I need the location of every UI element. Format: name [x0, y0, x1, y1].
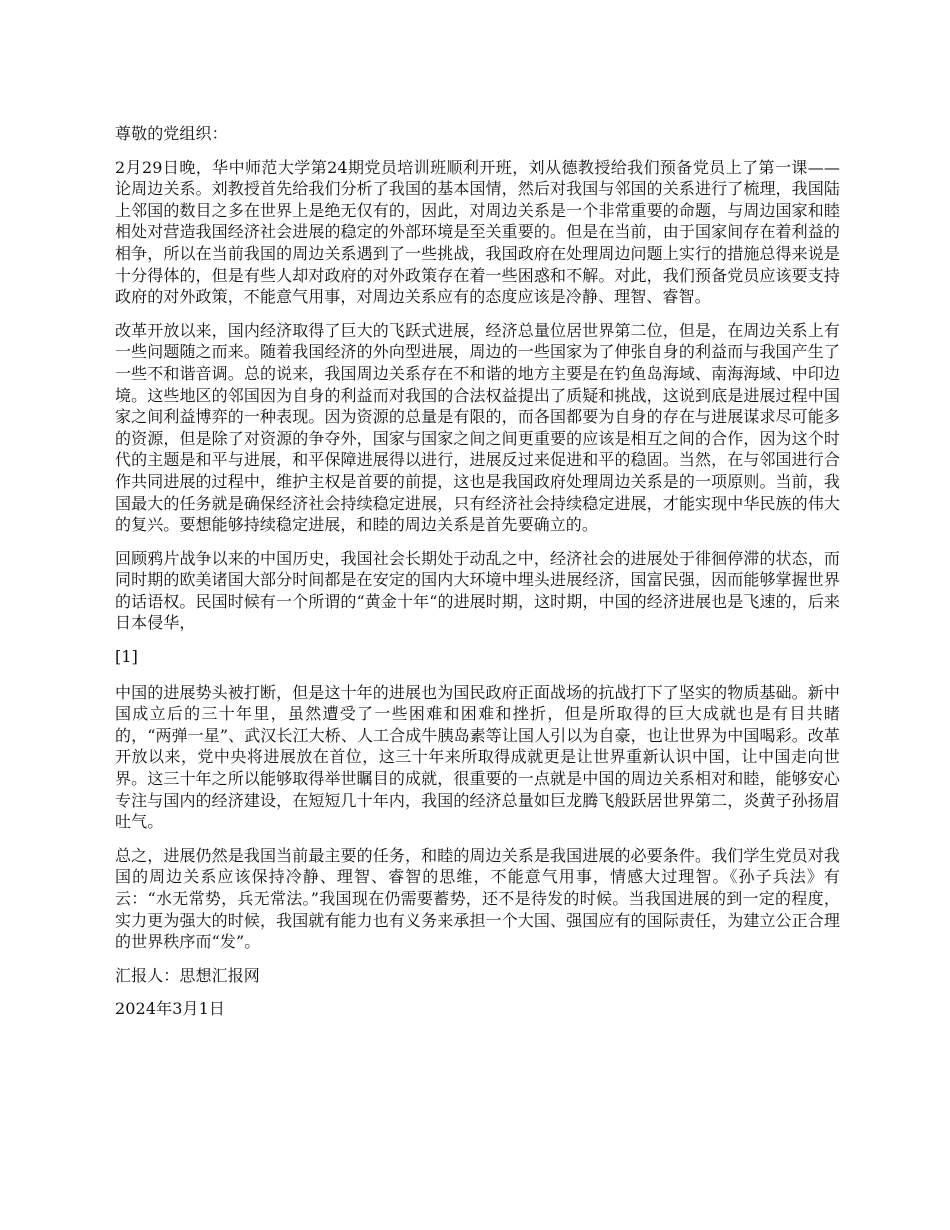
- paragraph-3: 回顾鸦片战争以来的中国历史，我国社会长期处于动乱之中，经济社会的进展处于徘徊停滞的状态，而同时期的欧美诸国大部分时间都是在安定的国内大环境中埋头进展经济，国富民强，因而能够掌握世界的话语权。民国时候有一个所谓的“黄金十年“的进展时期，这时期，中国的经济进展也是飞速的，后来日本侵华，: [115, 548, 840, 633]
- report-date: 2024年3月1日: [115, 999, 225, 1019]
- footnote-marker: [1]: [115, 647, 138, 667]
- paragraph-2: 改革开放以来，国内经济取得了巨大的飞跃式进展，经济总量位居世界第二位，但是，在周边关系上有一些问题随之而来。随着我国经济的外向型进展，周边的一些国家为了伸张自身的利益而与我国产生了一些不和谐音调。总的说来，我国周边关系存在不和谐的地方主要是在钓鱼岛海域、南海海域、中印边境。这些地区的邻国因为自身的利益而对我国的合法权益提出了质疑和挑战，这说到底是进展过程中国家之间利益博弈的一种表现。因为资源的总量是有限的，而各国都要为自身的存在与进展谋求尽可能多的资源，但是除了对资源的争夺外，国家与国家之间之间更重要的应该是相互之间的合作，因为这个时代的主题是和平与进展，和平保障进展得以进行，进展反过来促进和平的稳固。当然，在与邻国进行合作共同进展的过程中，维护主权是首要的前提，这也是我国政府处理周边关系是的一项原则。当前，我国最大的任务就是确保经济社会持续稳定进展，只有经济社会持续稳定进展，才能实现中华民族的伟大的复兴。要想能够持续稳定进展，和睦的周边关系是首先要确立的。: [115, 320, 840, 535]
- reporter-signature: 汇报人：思想汇报网: [115, 965, 260, 985]
- paragraph-5: 总之，进展仍然是我国当前最主要的任务，和睦的周边关系是我国进展的必要条件。我们学生党员对我国的周边关系应该保持冷静、理智、睿智的思维，不能意气用事，情感大过理智。《孙子兵法》有云：“水无常势，兵无常法。”我国现在仍需要蓄势，还不是待发的时候。当我国进展的到一定的程度，实力更为强大的时候，我国就有能力也有义务来承担一个大国、强国应有的国际责任，为建立公正合理的世界秩序而“发”。: [115, 845, 840, 952]
- salutation: 尊敬的党组织：: [115, 124, 228, 143]
- paragraph-1: 2月29日晚，华中师范大学第24期党员培训班顺利开班，刘从德教授给我们预备党员上了第一课——论周边关系。刘教授首先给我们分析了我国的基本国情，然后对我国与邻国的关系进行了梳理，我国陆上邻国的数目之多在世界上是绝无仅有的，因此，对周边关系是一个非常重要的命题，与周边国家和睦相处对营造我国经济社会进展的稳定的外部环境是至关重要的。但是在当前，由于国家间存在着利益的相争，所以在当前我国的周边关系遇到了一些挑战，我国政府在处理周边问题上实行的措施总得来说是十分得体的，但是有些人却对政府的对外政策存在着一些困惑和不解。对此，我们预备党员应该要支持政府的对外政策，不能意气用事，对周边关系应有的态度应该是冷静、理智、睿智。: [115, 157, 840, 307]
- paragraph-4: 中国的进展势头被打断，但是这十年的进展也为国民政府正面战场的抗战打下了坚实的物质基础。新中国成立后的三十年里，虽然遭受了一些困难和困难和挫折，但是所取得的巨大成就也是有目共睹的，“两弹一星”、武汉长江大桥、人工合成牛胰岛素等让国人引以为自豪，也让世界为中国喝彩。改革开放以来，党中央将进展放在首位，这三十年来所取得成就更是让世界重新认识中国，让中国走向世界。这三十年之所以能够取得举世瞩目的成就，很重要的一点就是中国的周边关系相对和睦，能够安心专注与国内的经济建设，在短短几十年内，我国的经济总量如巨龙腾飞般跃居世界第二，炎黄子孙扬眉吐气。: [115, 682, 840, 832]
